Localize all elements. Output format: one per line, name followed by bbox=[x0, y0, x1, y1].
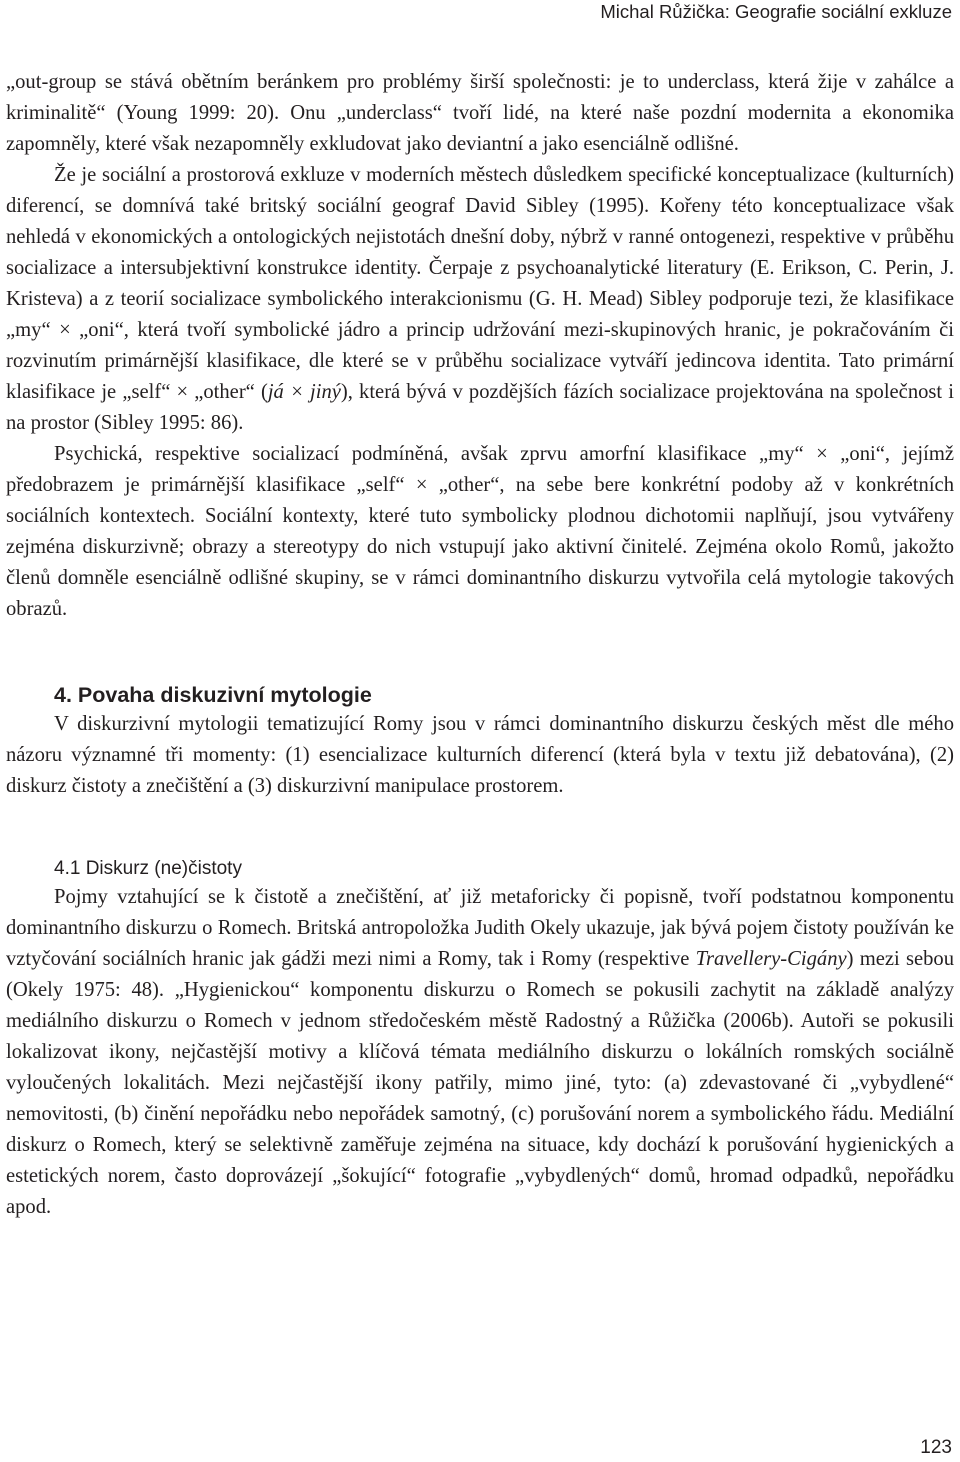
paragraph-5-text-a: Pojmy vztahující se k čistotě a znečištění, ať již metaforicky či popisně, tvoří podstatnou komponentu dominantního diskurzu o Romech. Britská antropoložka Judith Okely ukazuje, jak bývá pojem čistoty používán ke vztyčování sociálních hranic jak gádži mezi nimi a Romy, tak i Romy (respektive bbox=[6, 886, 954, 970]
paragraph-2-text-b: ), která bývá v pozdějších fázích socializace projektována na společnost i na prostor (Sibley 1995: 86). bbox=[6, 381, 955, 434]
paragraph-3: Psychická, respektive socializací podmíněná, avšak zprvu amorfní klasifikace „my“ × „oni“, jejímž předobrazem je primárnější klasifikace „self“ × „other“, na sebe bere konkrétní podoby až v konkrétních sociálních kontextech. Sociální kontexty, které tuto symbolicky plodnou dichotomii naplňují, jsou vytvářeny zejména diskurzivně; obrazy a stereotypy do nich vstupují jako aktivní činitelé. Zejména okolo Romů, jakožto členů domněle esenciálně odlišné skupiny, se v rámci dominantního diskurzu vytvořila celá mytologie takových obrazů. bbox=[6, 443, 954, 620]
running-title: Michal Růžička: Geografie sociální exkluze bbox=[600, 1, 952, 22]
subsection-heading: 4.1 Diskurz (ne)čistoty bbox=[54, 858, 242, 879]
paragraph-5 bbox=[6, 882, 954, 1223]
paragraph-2 bbox=[6, 160, 954, 439]
paragraph-1: „out-group se stává obětním beránkem pro problémy širší společnosti: je to underclass, která žije v zahálce a kriminalitě“ (Young 1999: 20). Onu „underclass“ tvoří lidé, na které naše pozdní modernita a ekonomika zapomněly, které však nezapomněly exkludovat jako deviantní a jako esenciálně odlišné. bbox=[6, 71, 954, 155]
paragraph-2-text-a: Že je sociální a prostorová exkluze v moderních městech důsledkem specifické konceptualizace (kulturních) diferencí, se domnívá také britský sociální geograf David Sibley (1995). Kořeny této konceptualizace však nehledá v ekonomických a ontologických nejistotách dnešní doby, nýbrž v ranné ontogenezi, respektive v průběhu socializace a intersubjektivní konstrukce identity. Čerpaje z psychoanalytické literatury (E. Erikson, C. Perin, J. Kristeva) a z teorií socializace symbolického interakcionismu (G. H. Mead) Sibley podporuje tezi, že klasifikace „my“ × „oni“, která tvoří symbolické jádro a princip udržování mezi-skupinových hranic, je pokračováním či rozvinutím primárnější klasifikace, dle které se v průběhu socializace vytváří jedincova identita. Tato primární klasifikace je „self“ × „other“ ( bbox=[6, 164, 954, 403]
paragraph-5-italic: Travellery-Cigány bbox=[695, 948, 847, 970]
page-number: 123 bbox=[920, 1437, 952, 1458]
section-heading: 4. Povaha diskuzivní mytologie bbox=[54, 683, 372, 707]
page-body bbox=[6, 67, 954, 1223]
paragraph-4: V diskurzivní mytologii tematizující Romy jsou v rámci dominantního diskurzu českých měst dle mého názoru významné tři momenty: (1) esencializace kulturních diferencí (která byla v textu již debatována), (2) diskurz čistoty a znečištění a (3) diskurzivní manipulace prostorem. bbox=[6, 713, 954, 797]
paragraph-5-text-b: ) mezi sebou (Okely 1975: 48). „Hygienickou“ komponentu diskurzu o Romech se pokusili zachytit na základě analýzy mediálního diskurzu o Romech v jednom středočeském městě Radostný a Růžička (2006b). Autoři se pokusili lokalizovat ikony, nejčastější motivy a klíčová témata mediálního diskurzu o lokálních romských sociálně vyloučených lokalitách. Mezi nejčastější ikony patřily, mimo jiné, tyto: (a) zdevastované či „vybydlené“ nemovitosti, (b) činění nepořádku nebo nepořádek samotný, (c) porušování norem a symbolického řádu. Mediální diskurz o Romech, který se selektivně zaměřuje zejména na situace, kdy dochází k porušování hygienických a estetických norem, často doprovázejí „šokující“ fotografie „vybydlených“ domů, hromad odpadků, nepořádku apod. bbox=[6, 948, 954, 1218]
paragraph-2-italic: já × jiný bbox=[267, 381, 341, 403]
